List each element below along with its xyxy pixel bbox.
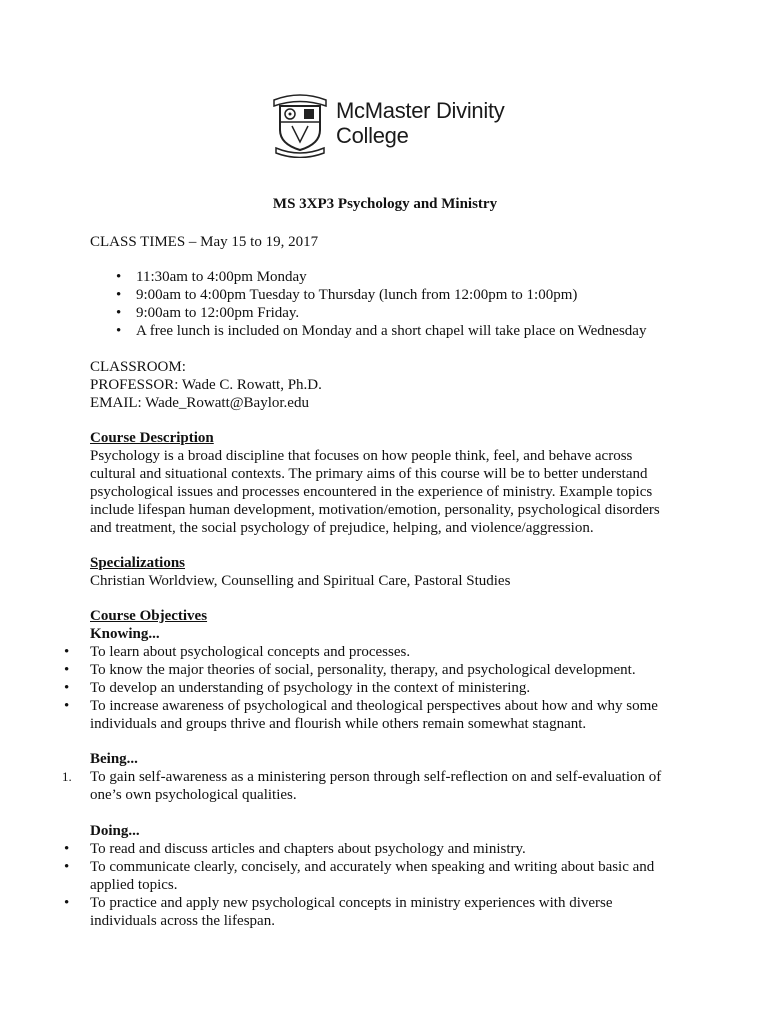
objective-item: • To read and discuss articles and chapters about psychology and ministry.: [62, 840, 682, 858]
objective-item: • To develop an understanding of psychology in the context of ministering.: [62, 679, 682, 697]
class-time-item: • 9:00am to 12:00pm Friday.: [116, 304, 646, 322]
objective-item: • To know the major theories of social, personality, therapy, and psychological development.: [62, 661, 682, 679]
specializations-text: Christian Worldview, Counselling and Spiritual Care, Pastoral Studies: [90, 573, 511, 589]
logo-line-2: College: [336, 123, 409, 148]
description-line: psychological issues and processes encountered in the experience of ministry. Example topics: [90, 484, 653, 500]
email-label: EMAIL: Wade_Rowatt@Baylor.edu: [90, 395, 309, 411]
college-logo: [270, 90, 510, 160]
info-block: [90, 358, 322, 412]
specializations-section: [90, 554, 510, 590]
knowing-label: Knowing...: [90, 626, 160, 642]
classroom-label: CLASSROOM:: [90, 359, 186, 375]
objective-item: • To practice and apply new psychological concepts in ministry experiences with diverse individuals across the lifespan.: [62, 894, 682, 930]
class-time-item: • 11:30am to 4:00pm Monday: [116, 268, 646, 286]
doing-label: Doing...: [90, 823, 140, 839]
description-heading: Course Description: [90, 430, 214, 446]
objective-item: • To learn about psychological concepts and processes.: [62, 643, 682, 661]
course-title: MS 3XP3 Psychology and Ministry: [272, 196, 498, 212]
description-line: Psychology is a broad discipline that focuses on how people think, feel, and behave across: [90, 448, 633, 464]
objective-item: • To increase awareness of psychological and theological perspectives about how and why some individuals and groups thrive and flourish while others remain somewhat stagnant.: [62, 697, 682, 733]
description-line: and treatment, the social psychology of prejudice, helping, and violence/aggression.: [90, 520, 594, 536]
objective-item: • To communicate clearly, concisely, and accurately when speaking and writing about basic and applied topics.: [62, 858, 682, 894]
objectives-header: [90, 607, 207, 643]
being-item: [62, 768, 682, 804]
professor-label: PROFESSOR: Wade C. Rowatt, Ph.D.: [90, 377, 322, 393]
objectives-heading: Course Objectives: [90, 608, 208, 624]
class-times-list: [116, 268, 646, 340]
knowing-list: [62, 643, 682, 733]
description-line: include lifespan human development, motivation/emotion, personality, psychological disorders: [90, 502, 660, 518]
class-times-label: CLASS TIMES – May 15 to 19, 2017: [90, 234, 319, 250]
class-time-item: • 9:00am to 4:00pm Tuesday to Thursday (lunch from 12:00pm to 1:00pm): [116, 286, 646, 304]
class-time-item: • A free lunch is included on Monday and a short chapel will take place on Wednesday: [116, 322, 646, 340]
item-number: 1.: [62, 769, 72, 784]
description-line: cultural and situational contexts. The primary aims of this course will be to better understand: [90, 466, 648, 482]
logo-line-1: McMaster Divinity: [336, 98, 505, 123]
being-item-text: To gain self-awareness as a ministering person through self-reflection on and self-evaluation of one’s own psychological qualities.: [90, 769, 662, 803]
doing-list: [62, 840, 682, 930]
description-section: [90, 429, 660, 537]
specializations-heading: Specializations: [90, 555, 186, 571]
logo-wordmark: [336, 98, 504, 148]
being-label: Being...: [90, 751, 138, 767]
crest-icon: [270, 92, 330, 158]
